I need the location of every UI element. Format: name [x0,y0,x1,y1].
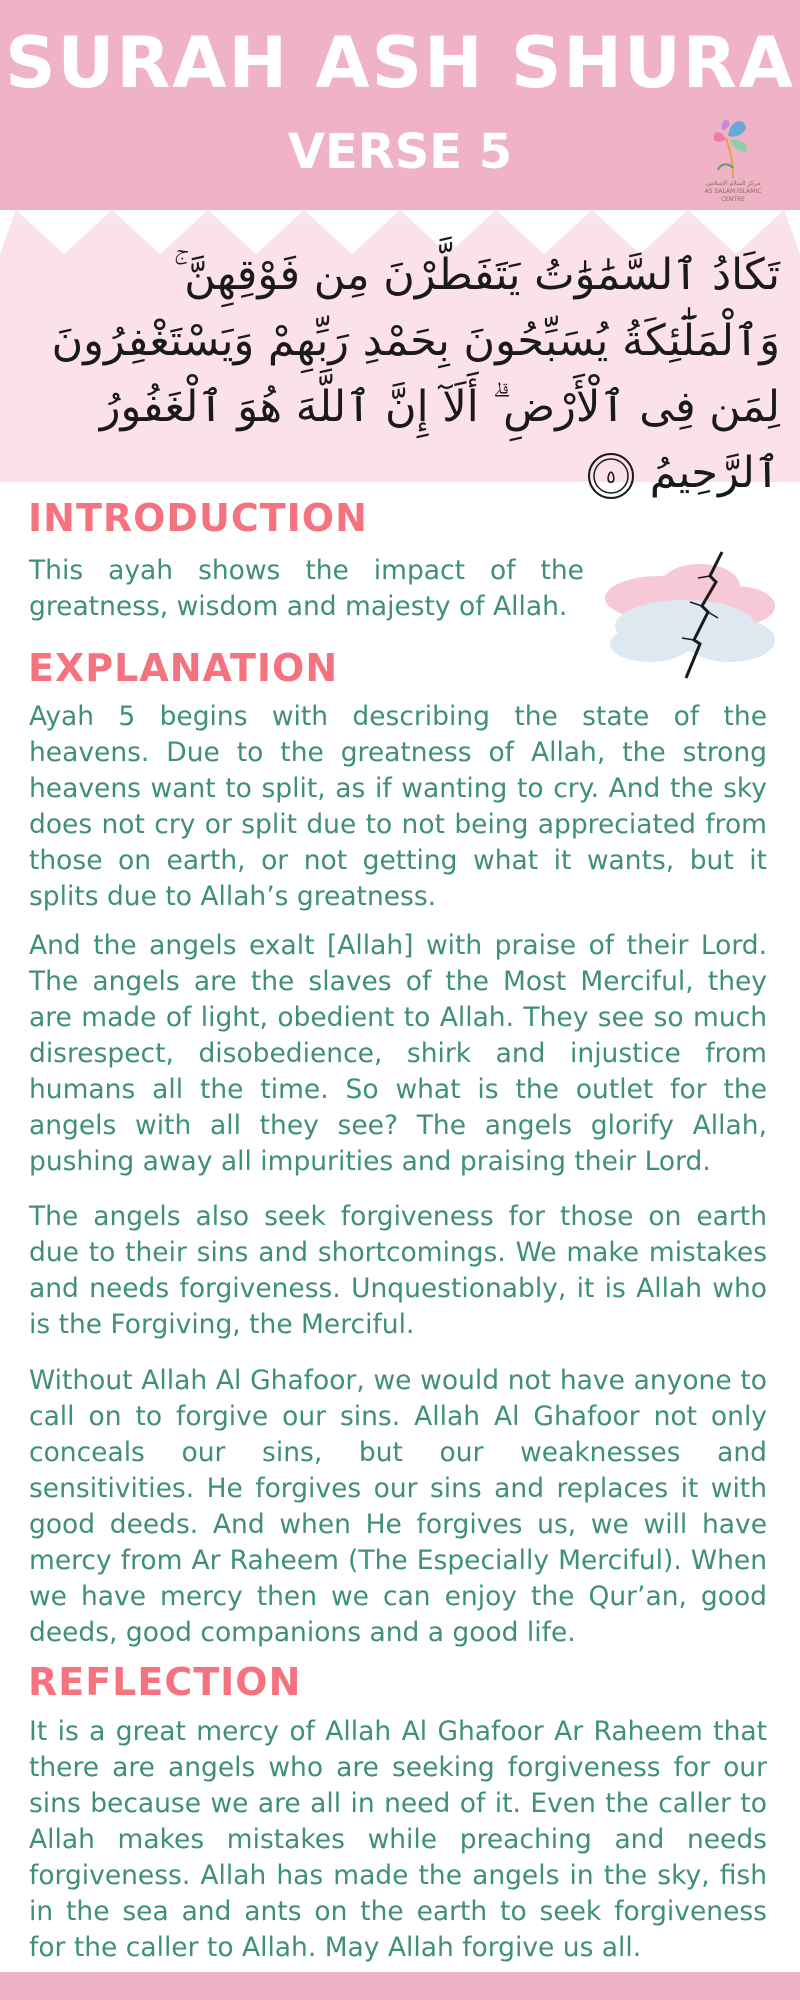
reflection-heading: REFLECTION [28,1660,302,1704]
arabic-verse-panel [0,210,800,498]
explanation-paragraph-1: Ayah 5 begins with describing the state of the heavens. Due to the greatness of Allah, the strong heavens want to split, as if wanting to cry. And the sky does not cry or split due to not being appreciated from those on earth, or not getting what it wants, but it splits due to Allah’s greatness. [29,701,767,912]
introduction-text: This ayah shows the impact of the greatness, wisdom and majesty of Allah. [29,555,584,622]
introduction-heading: INTRODUCTION [28,496,368,540]
cracked-sky-cloud-icon [590,548,780,688]
verse-label: VERSE 5 [287,124,513,180]
page-title: SURAH ASH SHURA [5,22,795,104]
ayah-number-marker [586,451,636,501]
ayah-number: ٥ [606,466,616,488]
explanation-heading: EXPLANATION [28,646,339,690]
logo-text: مركز السلام الإسلامي AS SALAM ISLAMIC CENTRE [704,180,762,203]
explanation-paragraph-2: And the angels exalt [Allah] with praise of their Lord. The angels are the slaves of the Most Merciful, they are made of light, obedient to Allah. They see so much disrespect, disobedience, shirk and injustice from humans all the time. So what is the outlet for the angels with all they see? The angels glorify Allah, pushing away all impurities and praising their Lord. [29,930,767,1177]
arabic-verse-text: تَكَادُ ٱلسَّمَٰوَٰتُ يَتَفَطَّرْنَ مِن فَوْقِهِنَّ ۚ وَٱلْمَلَٰٓئِكَةُ يُسَبِّحُونَ بِحَمْدِ رَبِّهِمْ وَيَسْتَغْفِرُونَ لِمَن فِى ٱلْأَرْضِ ۗ أَلَآ إِنَّ ٱللَّهَ هُوَ ٱلْغَفُورُ ٱلرَّحِيمُ [51,250,780,498]
footer-bar [0,1972,800,2000]
arabic-verse [10,242,780,506]
ayah-end-icon [586,451,636,501]
logo-flower-icon [700,110,766,180]
explanation-paragraph-4: Without Allah Al Ghafoor, we would not have anyone to call on to forgive our sins. Allah Al Ghafoor not only conceals our sins, but our weaknesses and sensitivities. He forgives our sins and replaces it with good deeds. And when He forgives us, we will have mercy from Ar Raheem (The Especially Merciful). When we have mercy then we can enjoy the Qur’an, good deeds, good companions and a good life. [29,1365,767,1648]
header-banner [0,0,800,210]
centre-logo [700,110,766,202]
explanation-paragraph-3: The angels also seek forgiveness for those on earth due to their sins and shortcomings. We make mistakes and needs forgiveness. Unquestionably, it is Allah who is the Forgiving, the Merciful. [29,1201,767,1340]
reflection-text: It is a great mercy of Allah Al Ghafoor Ar Raheem that there are angels who are seeking forgiveness for our sins because we are all in need of it. Even the caller to Allah makes mistakes while preaching and needs forgiveness. Allah has made the angels in the sky, fish in the sea and ants on the earth to seek forgiveness for the caller to Allah. May Allah forgive us all. [29,1716,767,1963]
